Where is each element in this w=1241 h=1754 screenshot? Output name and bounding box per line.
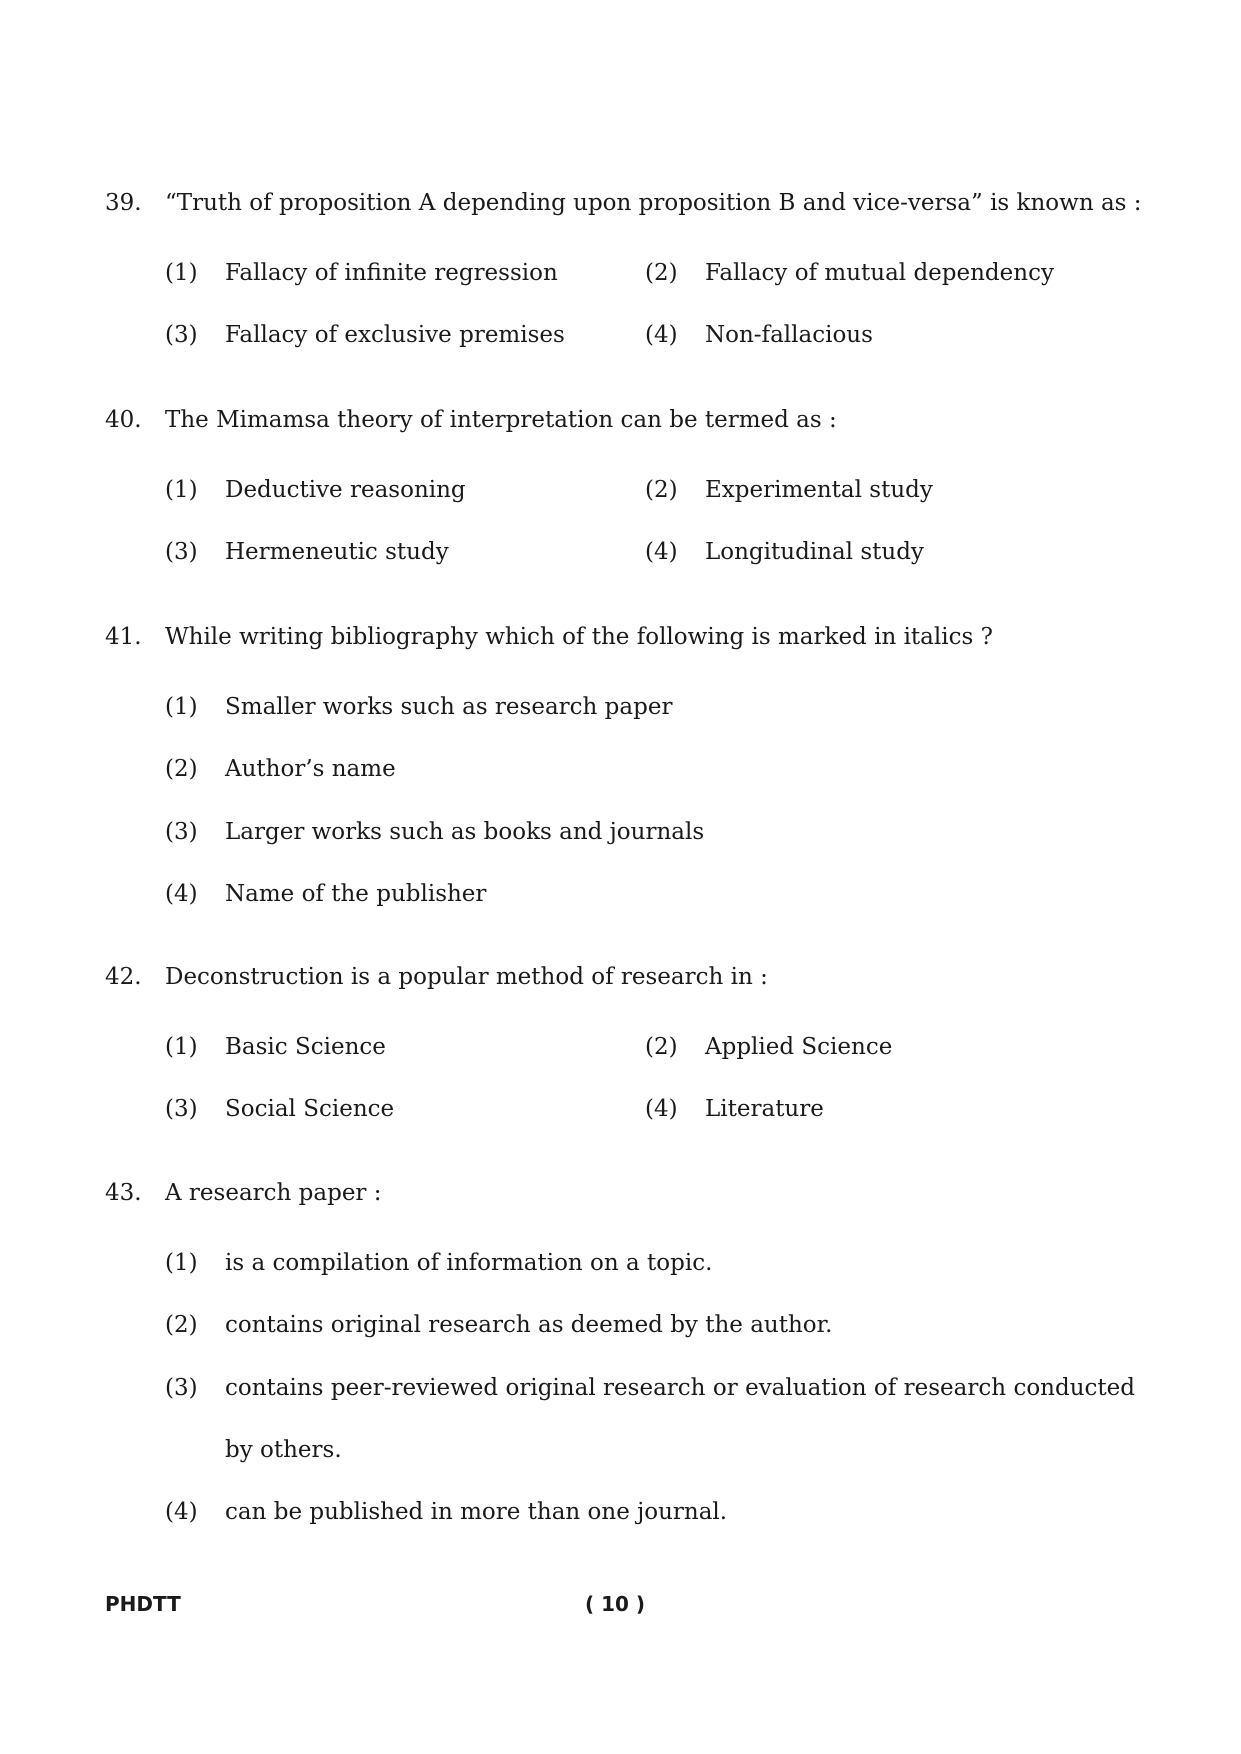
- question-text: Deconstruction is a popular method of research in :: [165, 964, 768, 990]
- option-number: (4): [165, 881, 198, 907]
- option-number: (1): [165, 477, 198, 503]
- option-text: Literature: [705, 1096, 824, 1122]
- option-number: (3): [165, 1375, 198, 1401]
- option-text: Social Science: [225, 1096, 395, 1122]
- option-number: (1): [165, 694, 198, 720]
- option-text: contains peer-reviewed original research or evaluation of research conducted by others.: [225, 1375, 1135, 1463]
- option-text: Fallacy of exclusive premises: [225, 322, 565, 348]
- option-number: (2): [165, 1312, 198, 1338]
- option-text: contains original research as deemed by the author.: [225, 1312, 833, 1338]
- option-text: Deductive reasoning: [225, 477, 466, 503]
- option-text: Hermeneutic study: [225, 539, 449, 565]
- option-number: (1): [165, 1250, 198, 1276]
- option-text: can be published in more than one journal.: [225, 1499, 728, 1525]
- option-number: (2): [645, 1034, 678, 1060]
- paper-code: PHDTT: [105, 1592, 181, 1616]
- option-number: (4): [645, 322, 678, 348]
- option-text: Experimental study: [705, 477, 933, 503]
- option-text: Author’s name: [225, 756, 396, 782]
- option-number: (3): [165, 1096, 198, 1122]
- question-text: “Truth of proposition A depending upon proposition B and vice-versa” is known as :: [165, 190, 1142, 216]
- option-number: (2): [645, 260, 678, 286]
- option-number: (2): [645, 477, 678, 503]
- option-number: (4): [645, 539, 678, 565]
- option-number: (3): [165, 322, 198, 348]
- option-text: Non-fallacious: [705, 322, 873, 348]
- option-text: Applied Science: [705, 1034, 893, 1060]
- page-number: ( 10 ): [585, 1592, 646, 1616]
- option-text: Fallacy of infinite regression: [225, 260, 558, 286]
- question-number: 40.: [105, 407, 142, 433]
- option-number: (4): [165, 1499, 198, 1525]
- option-number: (3): [165, 819, 198, 845]
- question-number: 42.: [105, 964, 142, 990]
- option-text: Longitudinal study: [705, 539, 924, 565]
- option-number: (2): [165, 756, 198, 782]
- question-number: 41.: [105, 624, 142, 650]
- question-text: A research paper :: [165, 1180, 382, 1206]
- option-text: Larger works such as books and journals: [225, 819, 705, 845]
- option-number: (4): [645, 1096, 678, 1122]
- question-number: 43.: [105, 1180, 142, 1206]
- question-text: The Mimamsa theory of interpretation can be termed as :: [165, 407, 837, 433]
- question-number: 39.: [105, 190, 142, 216]
- option-text: Name of the publisher: [225, 881, 487, 907]
- option-text: Smaller works such as research paper: [225, 694, 673, 720]
- option-text: Basic Science: [225, 1034, 386, 1060]
- option-number: (1): [165, 260, 198, 286]
- question-text: While writing bibliography which of the following is marked in italics ?: [165, 624, 993, 650]
- option-text: Fallacy of mutual dependency: [705, 260, 1054, 286]
- option-number: (1): [165, 1034, 198, 1060]
- option-text: is a compilation of information on a topic.: [225, 1250, 713, 1276]
- option-number: (3): [165, 539, 198, 565]
